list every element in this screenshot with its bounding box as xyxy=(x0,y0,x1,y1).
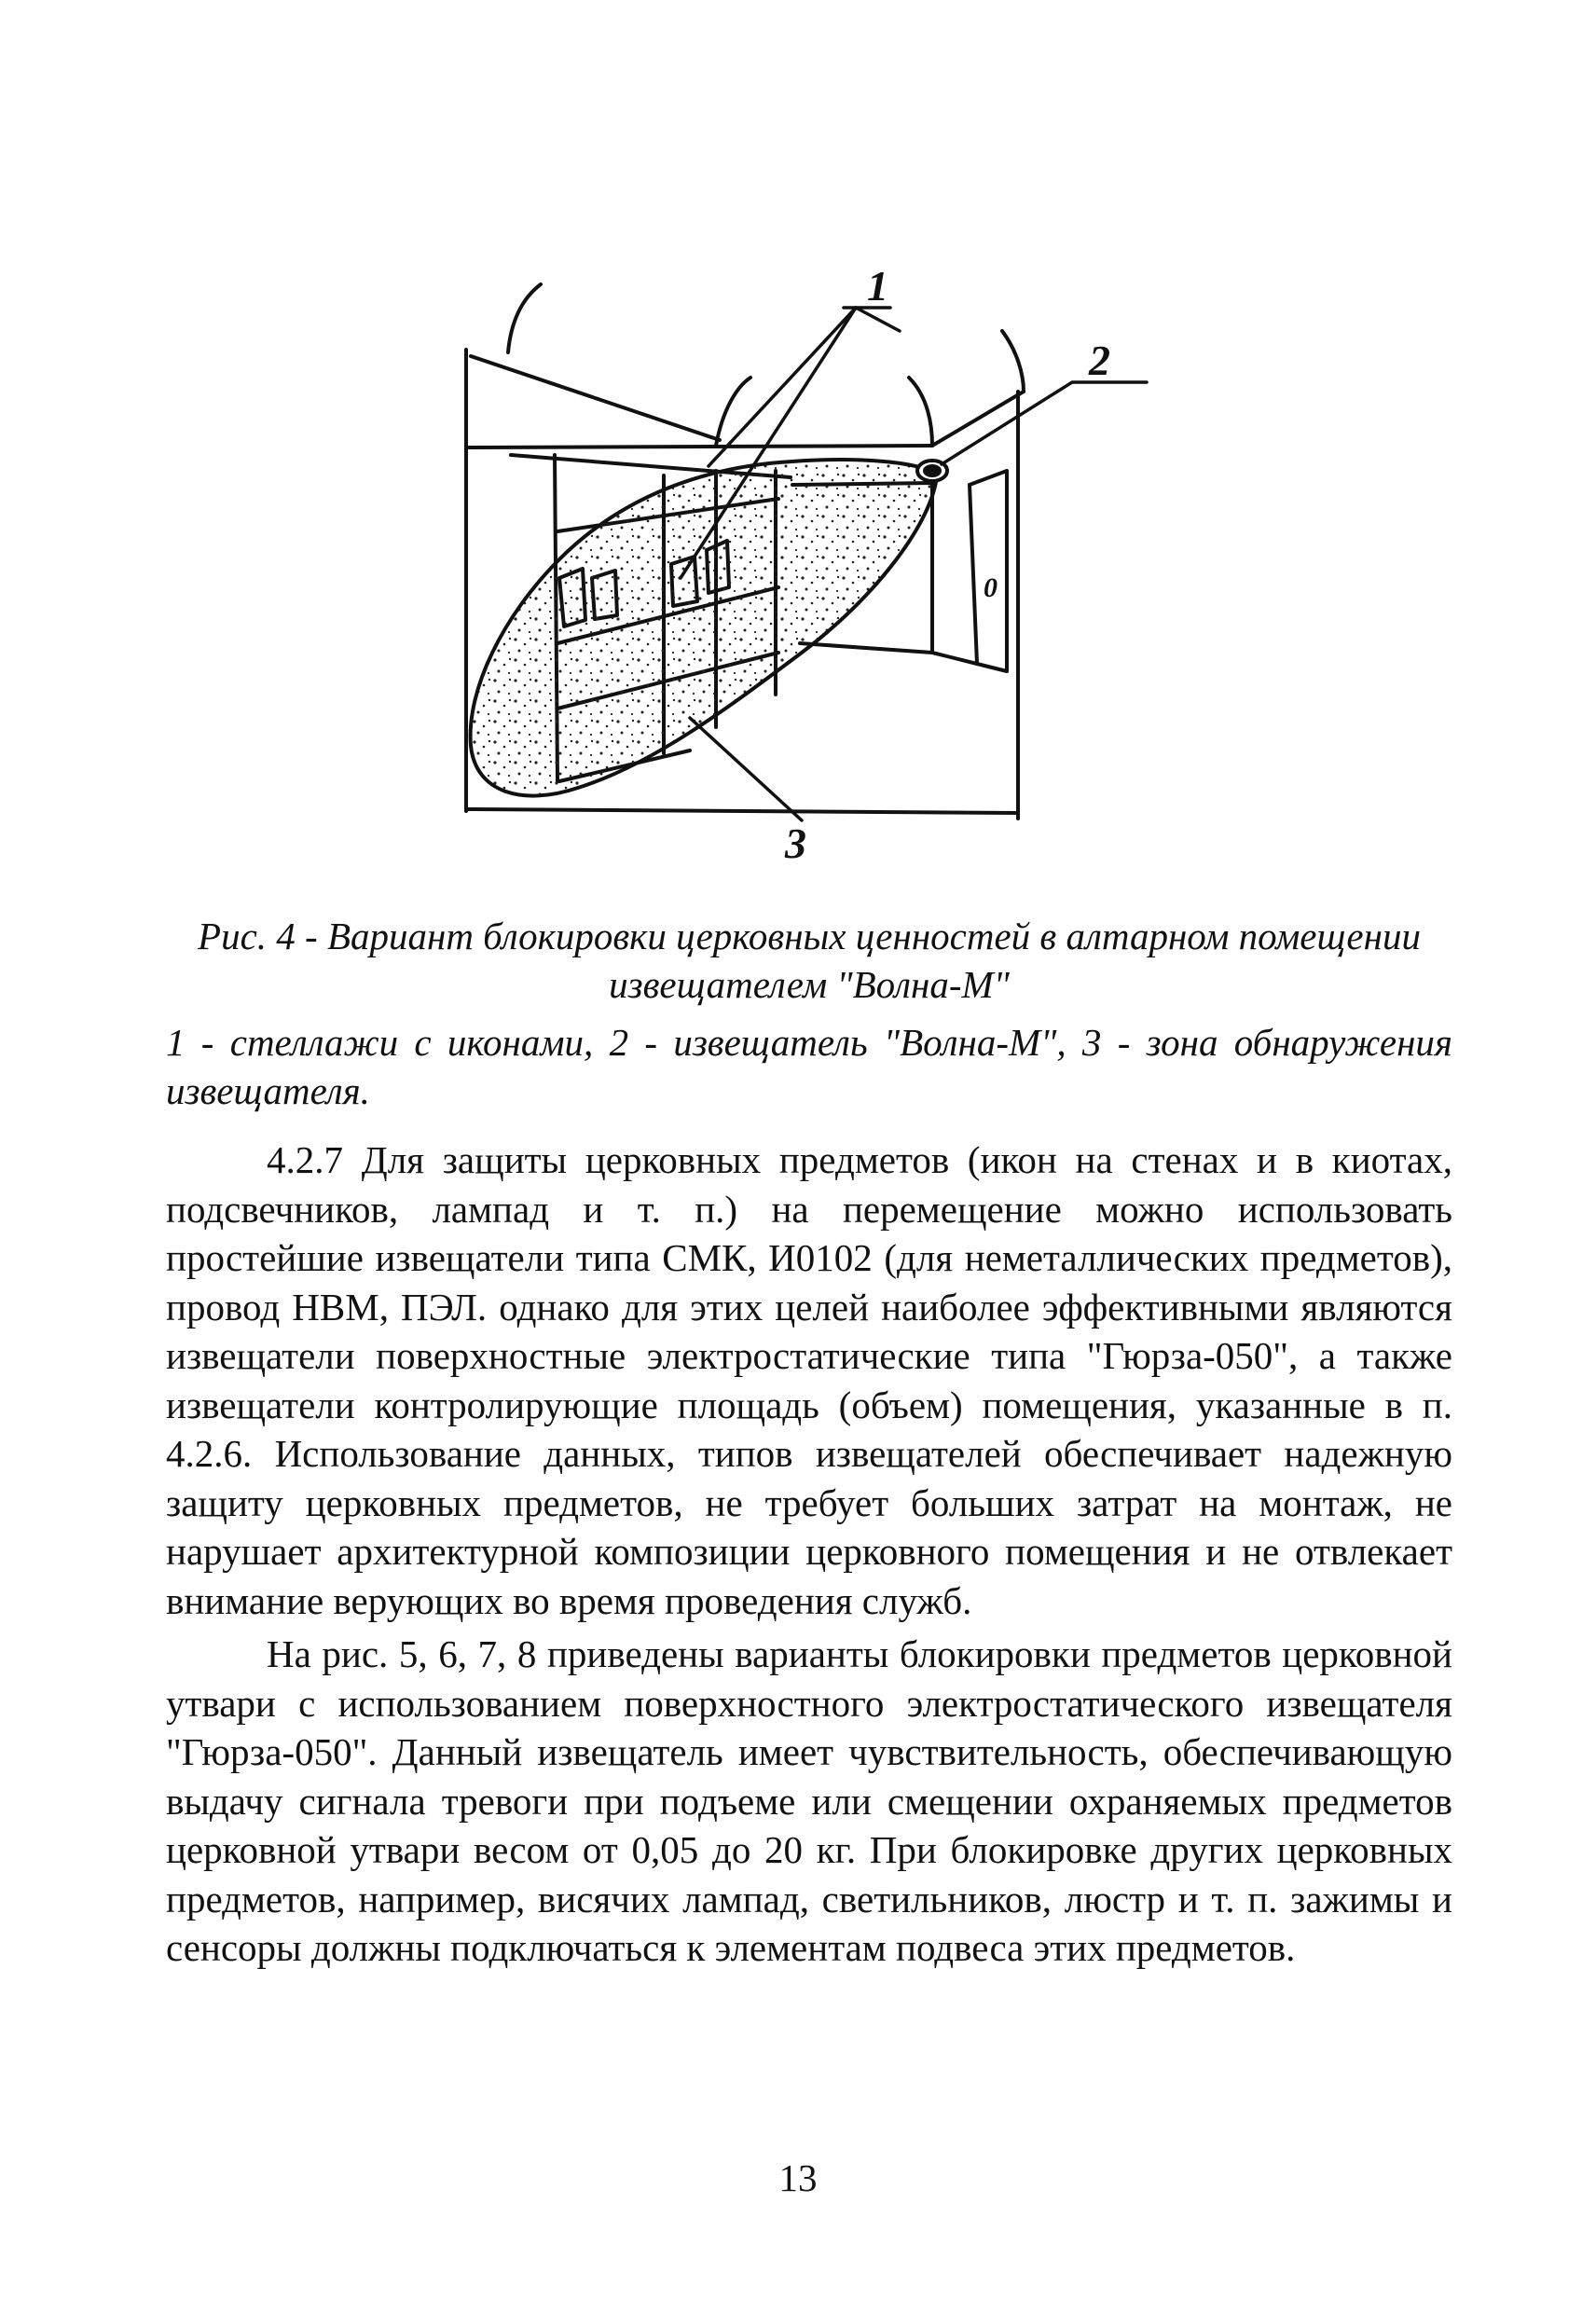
ceiling-arc-inner-left xyxy=(716,378,750,446)
ceiling-arc-left xyxy=(508,284,541,352)
paragraph-text: 4.2.7 Для защиты церковных предметов (икон на стенах и в киотах, подсвечников, лампад и т. п.) на перемещение можно использовать простейшие извещатели типа СМК, И0102 (для неметаллических предметов), провод НВМ, ПЭЛ. однако для этих целей наиболее эффективными являются извещатели поверхностные электростатические типа "Гюрза-050", а также извещатели контролирующие площадь (объем) помещения, указанные в п. 4.2.6. Использование данных, типов извещателей обеспечивает надежную защиту церковных предметов, не требует больших затрат на монтаж, не нарушает архитектурной композиции церковного помещения и не отвлекает внимание верующих во время проведения служб. xyxy=(166,1138,1452,1622)
leader-line-3 xyxy=(690,718,802,820)
altar-room-figure xyxy=(447,252,1156,895)
leader-line-1c xyxy=(856,308,900,331)
label-3: 3 xyxy=(785,819,806,867)
ceiling-arc-inner-right xyxy=(909,378,932,446)
figure-caption-title: Рис. 4 - Вариант блокировки церковных ценностей в алтарном помещении извещателем "Волна-М" xyxy=(198,915,1421,1006)
frame-floor xyxy=(466,809,1018,813)
label-2: 2 xyxy=(1089,337,1110,384)
page-number: 13 xyxy=(778,2156,818,2199)
figure-caption-legend: 1 - стеллажи с иконами, 2 - извещатель "Волна-М", 3 - зона обнаружения извещателя. xyxy=(166,1021,1452,1112)
ceiling-arc-right xyxy=(1002,331,1024,392)
paragraph-figures-5-8 xyxy=(166,1630,1452,1973)
altar-room-drawing xyxy=(447,252,1156,895)
leader-line-1a xyxy=(709,308,856,466)
door-frame xyxy=(970,471,1007,671)
paragraph-4-2-7 xyxy=(166,1136,1452,1625)
door-mark: 0 xyxy=(984,572,998,603)
paragraph-text: На рис. 5, 6, 7, 8 приведены варианты блокировки предметов церковной утвари с использованием поверхностного электростатического извещателя "Гюрза-050". Данный извещатель имеет чувствительность, обеспечивающую выдачу сигнала тревоги при подъеме или смещении охраняемых предметов церковной утвари весом от 0,05 до 20 кг. При блокировке других церковных предметов, например, висячих лампад, светильников, люстр и т. п. зажимы и сенсоры должны подключаться к элементам подвеса этих предметов. xyxy=(166,1632,1452,1969)
ceiling-line-left xyxy=(471,356,720,440)
detection-zone xyxy=(471,460,937,795)
back-wall-top xyxy=(466,446,932,447)
ceiling-line-right xyxy=(932,392,1024,446)
label-1: 1 xyxy=(867,262,888,310)
